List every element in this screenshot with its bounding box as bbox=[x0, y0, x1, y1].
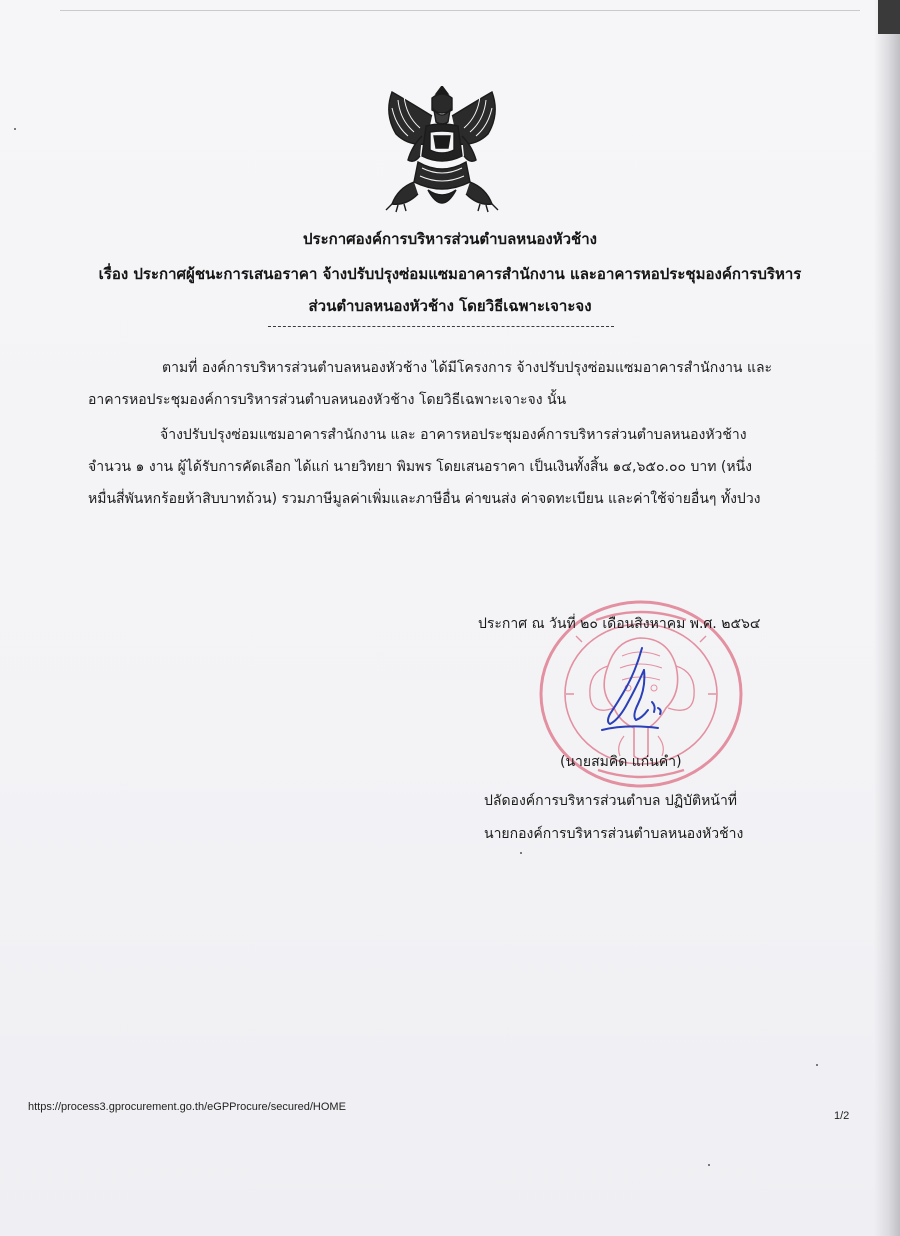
signer-name: (นายสมคิด แก่นคำ) bbox=[560, 754, 682, 770]
body-line-4: จำนวน ๑ งาน ผู้ได้รับการคัดเลือก ได้แก่ นายวิทยา พิมพร โดยเสนอราคา เป็นเงินทั้งสิ้น ๑๔,๖๕๐.๐๐ บาท (หนึ่ง bbox=[88, 459, 753, 475]
signer-position-1: ปลัดองค์การบริหารส่วนตำบล ปฏิบัติหน้าที่ bbox=[484, 793, 738, 809]
signer-position-2: นายกองค์การบริหารส่วนตำบลหนองหัวช้าง bbox=[484, 826, 744, 842]
scan-speck bbox=[520, 852, 522, 854]
handwritten-signature bbox=[596, 640, 676, 736]
footer-page-number: 1/2 bbox=[834, 1110, 850, 1122]
scan-speck bbox=[14, 128, 16, 130]
scan-top-line bbox=[60, 10, 860, 11]
body-line-3: จ้างปรับปรุงซ่อมแซมอาคารสำนักงาน และ อาคารหอประชุมองค์การบริหารส่วนตำบลหนองหัวช้าง bbox=[160, 427, 747, 443]
body-line-1: ตามที่ องค์การบริหารส่วนตำบลหนองหัวช้าง ได้มีโครงการ จ้างปรับปรุงซ่อมแซมอาคารสำนักงาน และ bbox=[162, 360, 773, 376]
scan-speck bbox=[708, 1164, 710, 1166]
scan-speck bbox=[816, 1064, 818, 1066]
scan-edge bbox=[874, 0, 900, 1236]
announcement-date: ประกาศ ณ วันที่ ๒๐ เดือนสิงหาคม พ.ศ. ๒๕๖๔ bbox=[478, 616, 761, 632]
footer-url: https://process3.gprocurement.go.th/eGPProcure/secured/HOME bbox=[28, 1101, 346, 1113]
subject-line-1: เรื่อง ประกาศผู้ชนะการเสนอราคา จ้างปรับปรุงซ่อมแซมอาคารสำนักงาน และอาคารหอประชุมองค์การบริหาร bbox=[98, 265, 802, 283]
subject-line-2: ส่วนตำบลหนองหัวช้าง โดยวิธีเฉพาะเจาะจง bbox=[308, 297, 592, 315]
body-line-5: หมื่นสี่พันหกร้อยห้าสิบบาทถ้วน) รวมภาษีมูลค่าเพิ่มและภาษีอื่น ค่าขนส่ง ค่าจดทะเบียน และค่าใช้จ่ายอื่นๆ ทั้งปวง bbox=[88, 491, 761, 507]
garuda-emblem-icon bbox=[378, 86, 506, 218]
announcement-heading: ประกาศองค์การบริหารส่วนตำบลหนองหัวช้าง bbox=[303, 230, 597, 248]
scan-corner bbox=[878, 0, 900, 34]
dashed-separator bbox=[268, 326, 614, 327]
body-line-2: อาคารหอประชุมองค์การบริหารส่วนตำบลหนองหัวช้าง โดยวิธีเฉพาะเจาะจง นั้น bbox=[88, 392, 567, 408]
